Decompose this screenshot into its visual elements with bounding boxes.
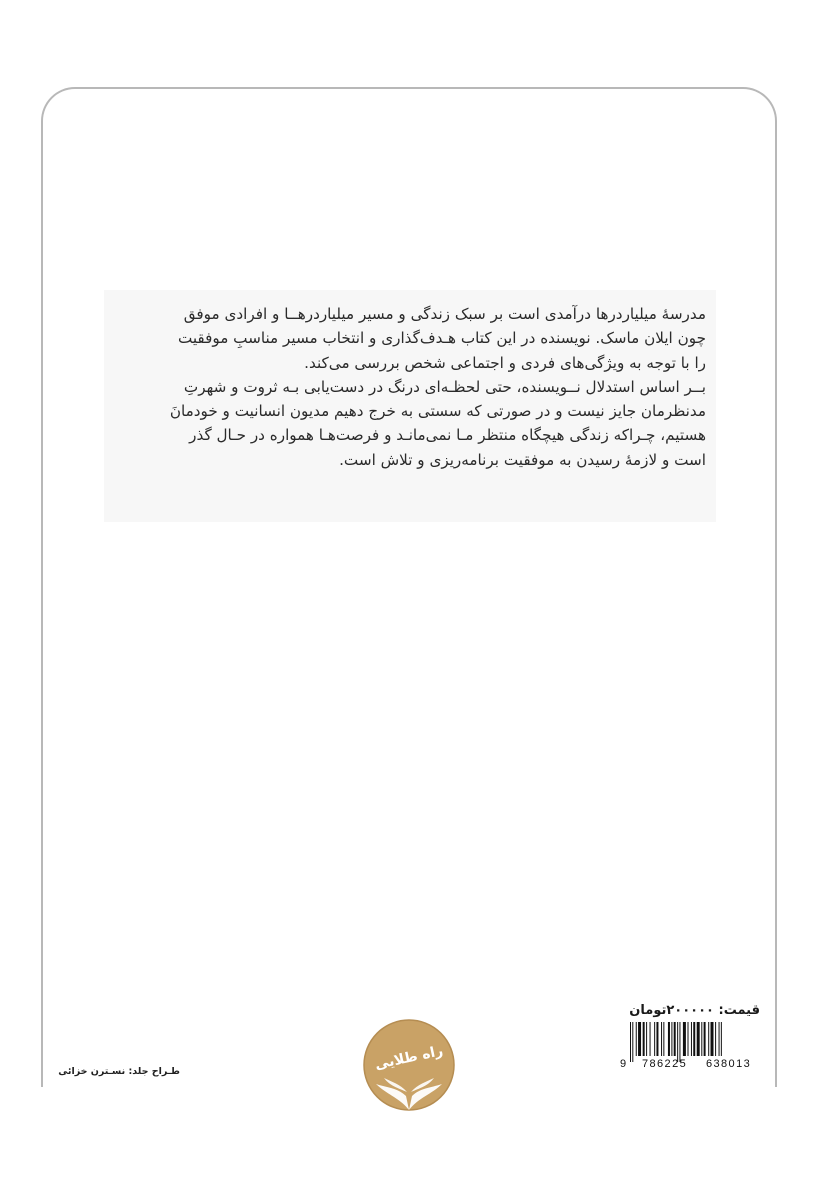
isbn-barcode [620,1022,760,1074]
barcode-bar [668,1022,670,1056]
barcode-bar [671,1022,672,1056]
barcode-bar [663,1022,664,1056]
barcode-bar [643,1022,645,1056]
barcode-bar [630,1022,631,1062]
blurb-line: مدنظرمان جایز نیست و در صورتی که سستی به خرج دهیم مدیون انسانیت و خودمانَ [169,402,706,421]
barcode-bar [711,1022,714,1056]
barcode-bar [677,1022,678,1062]
logo-text: راه طلایی [373,1042,445,1074]
barcode-bar [679,1022,680,1062]
barcode-bar [721,1022,722,1056]
barcode-bar [636,1022,637,1056]
blurb-line: هستیم، چـراکه زندگی هیچگاه منتظر مـا نمی‌مانـد و فرصت‌هـا همواره در حـال گذر [189,426,706,445]
barcode-bars [620,1022,760,1062]
barcode-bar [638,1022,641,1056]
barcode-bar [693,1022,695,1056]
barcode-bar [691,1022,692,1056]
blurb-line: را با توجه به ویژگی‌های فردی و اجتماعی شخص بررسی می‌کند. [304,353,706,372]
barcode-bar [674,1022,676,1056]
publisher-logo-icon [362,1018,456,1120]
barcode-bar [661,1022,662,1056]
barcode-bar [683,1022,686,1056]
barcode-bar [646,1022,647,1056]
publisher-logo [362,1018,456,1120]
barcode-bar [632,1022,633,1062]
barcode-bar [656,1022,658,1056]
barcode-first-digit: 9 [620,1058,627,1070]
barcode-bar [697,1022,700,1056]
barcode-bar [688,1022,689,1056]
blurb-line: است و لازمۀ رسیدن به موفقیت برنامه‌ریزی و تلاش است. [339,450,706,469]
blurb-line: چون ایلان ماسک. نویسنده در این کتاب هـدف‌گذاری و انتخاب مسیر مناسبِ موفقیت [177,329,706,348]
barcode-bar [704,1022,706,1056]
blurb-box [104,290,716,522]
barcode-bar [715,1022,716,1056]
blurb-line: مدرسۀ میلیاردرها درآمدی است بر سبک زندگی و مسیر میلیاردرهــا و افرادی موفق [183,305,706,323]
price-label: قیمت: ۲۰۰۰۰۰تومان [629,1003,760,1018]
barcode-right-group: 638013 [706,1058,752,1070]
cover-designer-credit: طـراح جلد: نسـترن خزائی [58,1066,180,1077]
barcode-bar [654,1022,655,1056]
barcode-bar [708,1022,709,1056]
barcode-digits [620,1058,760,1074]
cover-frame [41,87,777,1087]
blurb-line: بــر اساس استدلال نــویسنده، حتی لحظـه‌ای درنگ در دست‌یابی بـه ثروت و شهرتِ [183,377,706,396]
barcode-bar [701,1022,702,1056]
barcode-bar [650,1022,651,1056]
barcode-bar [719,1022,720,1056]
barcode-left-group: 786225 [642,1058,688,1070]
